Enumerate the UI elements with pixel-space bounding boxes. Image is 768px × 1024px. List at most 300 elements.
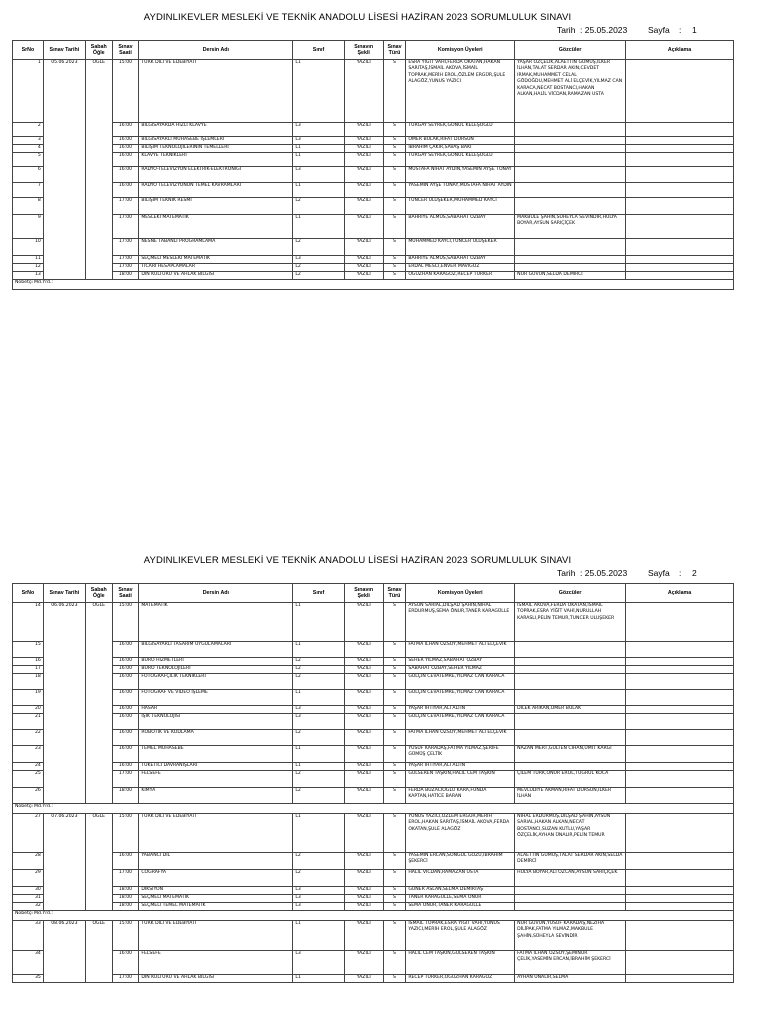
- course-name: TÜKETİCİ DAVRANIŞLARI: [139, 763, 293, 771]
- committee-members: RECEP TÜRKER,OĞUZHAN KARAGÖZ: [406, 975, 515, 983]
- table-row: [13, 153, 734, 167]
- proctors: [515, 690, 626, 706]
- exam-form: YAZILI: [344, 853, 383, 870]
- exam-time: 18:00: [112, 272, 139, 280]
- course-name: BİLGİSAYARLI TASARIM UYGULAMALARI: [139, 642, 293, 658]
- row-number: 2: [13, 123, 44, 137]
- exam-time: 16:00: [112, 642, 139, 658]
- course-name: HASAR: [139, 706, 293, 714]
- table-row: [13, 903, 734, 911]
- exam-type: S: [383, 887, 406, 895]
- exam-time: 16:00: [112, 763, 139, 771]
- row-number: 21: [13, 714, 44, 730]
- exam-date: 08.06.2023: [43, 921, 85, 983]
- exam-form-header-text: Şekli: [357, 593, 370, 599]
- date-header: [43, 41, 85, 60]
- proctors: [515, 730, 626, 746]
- class-header-text: Sınıf: [312, 47, 325, 53]
- exam-time: 16:00: [112, 167, 139, 183]
- class-level: L2: [293, 666, 344, 674]
- session-header: [85, 584, 112, 603]
- table-row: [13, 771, 734, 788]
- row-number: 32: [13, 903, 44, 911]
- exam-type: S: [383, 903, 406, 911]
- exam-form: YAZILI: [344, 215, 383, 239]
- exam-form: YAZILI: [344, 272, 383, 280]
- committee-members: TANER KARAGÜLLE,SEMA ÖNUR: [406, 895, 515, 903]
- exam-time: 16:00: [112, 746, 139, 763]
- exam-time: 17:00: [112, 264, 139, 272]
- row-number: 5: [13, 153, 44, 167]
- exam-time: 16:00: [112, 658, 139, 666]
- row-number: 22: [13, 730, 44, 746]
- class-header: [293, 584, 344, 603]
- session-value: ÖĞLE: [85, 921, 112, 983]
- exam-time: 17:00: [112, 215, 139, 239]
- exam-date: 06.06.2023: [43, 603, 85, 804]
- course-name: TÜRK DİLİ VE EDEBİYATI: [139, 814, 293, 853]
- proctors: [515, 256, 626, 264]
- exam-form: YAZILI: [344, 145, 383, 153]
- row-number: 6: [13, 167, 44, 183]
- exam-form: YAZILI: [344, 763, 383, 771]
- course-name: MESLEKİ MATEMATİK: [139, 215, 293, 239]
- exam-time: 16:00: [112, 674, 139, 690]
- course-name: FOTOĞRAF VE VİDEO İŞLEME: [139, 690, 293, 706]
- exam-time: 18:00: [112, 887, 139, 895]
- notes-cell: [626, 666, 734, 674]
- class-header-text: Sınıf: [312, 590, 325, 596]
- course-name: TİCARİ HESAPLAMALAR: [139, 264, 293, 272]
- page-number: 2: [692, 568, 697, 578]
- notes-cell: [626, 137, 734, 145]
- table-row: [13, 666, 734, 674]
- row-number: 35: [13, 975, 44, 983]
- row-number: 17: [13, 666, 44, 674]
- row-number: 3: [13, 137, 44, 145]
- course-name: SEÇMELİ MATEMATİK: [139, 895, 293, 903]
- exam-time: 16:00: [112, 853, 139, 870]
- row-number: 31: [13, 895, 44, 903]
- exam-form-header: [344, 41, 383, 60]
- exam-form: YAZILI: [344, 895, 383, 903]
- exam-time: 16:00: [112, 145, 139, 153]
- date-label: Tarih: [557, 25, 576, 35]
- proctors: [515, 674, 626, 690]
- course-name: RADYO-TELEVİZYON ELEKTRİK-ELEKTRONİĞİ: [139, 167, 293, 183]
- class-level: L1: [293, 975, 344, 983]
- date-value: : 25.05.2023: [580, 568, 628, 578]
- exam-type-header-text: Sınav: [387, 587, 402, 593]
- table-row: [13, 658, 734, 666]
- notes-cell: [626, 198, 734, 215]
- committee-members: TURGAY SEYREK,GÖNÜL KELEŞOĞLU: [406, 153, 515, 167]
- exam-time: 18:00: [112, 895, 139, 903]
- row-number: 25: [13, 771, 44, 788]
- row-number: 33: [13, 921, 44, 951]
- exam-form: YAZILI: [344, 60, 383, 123]
- date-header: [43, 584, 85, 603]
- proctors: [515, 714, 626, 730]
- course-name: FOTOĞRAFÇILIK TEKNİKLERİ: [139, 674, 293, 690]
- notes-cell: [626, 763, 734, 771]
- committee-members: HALİL CEM TAŞKIN,GÜLSEREN TAŞKIN: [406, 951, 515, 975]
- exam-form: YAZILI: [344, 887, 383, 895]
- exam-time: 17:00: [112, 198, 139, 215]
- exam-form: YAZILI: [344, 870, 383, 887]
- class-level: L2: [293, 264, 344, 272]
- table-row: [13, 60, 734, 123]
- table-row: [13, 264, 734, 272]
- proctors: AYHAN ÜNALIR,SELMA: [515, 975, 626, 983]
- duty-deputy-label: Nöbetçi Md.Yrd.:: [13, 280, 734, 290]
- exam-form: YAZILI: [344, 814, 383, 853]
- exam-form: YAZILI: [344, 153, 383, 167]
- proctors: [515, 198, 626, 215]
- exam-type-header-text: Türü: [388, 50, 401, 56]
- proctors: [515, 239, 626, 256]
- exam-time: 17:00: [112, 239, 139, 256]
- exam-time: 16:00: [112, 730, 139, 746]
- time-header-text: Sınav: [118, 44, 133, 50]
- exam-type: S: [383, 137, 406, 145]
- exam-type: S: [383, 167, 406, 183]
- exam-form: YAZILI: [344, 951, 383, 975]
- committee-members: MUHAMMED KAYCI,TUNCER ULUŞEKER: [406, 239, 515, 256]
- exam-type: S: [383, 183, 406, 198]
- row-number: 8: [13, 198, 44, 215]
- proctors: DİLEK ARIKAN,ÖMER BULAK: [515, 706, 626, 714]
- notes-cell: [626, 153, 734, 167]
- committee-members: BAHRİYE ALMUS,SABAHAT ÖZBAY: [406, 215, 515, 239]
- committee-members: MUSTAFA NİHAT AYDIN,YASEMİN AYŞE TONAY: [406, 167, 515, 183]
- proctors-header: [515, 584, 626, 603]
- time-header-text: Saati: [119, 593, 132, 599]
- session-header-text: Öğle: [92, 593, 105, 599]
- class-level: L1: [293, 145, 344, 153]
- committee-members: SEMA ÖNUR,TANER KARAGÜLLE: [406, 903, 515, 911]
- srno-header-text: SrNo: [21, 47, 35, 53]
- page-separator: :: [679, 25, 682, 35]
- notes-cell: [626, 921, 734, 951]
- exam-type: S: [383, 853, 406, 870]
- notes-cell: [626, 951, 734, 975]
- class-level: L3: [293, 167, 344, 183]
- exam-time: 16:00: [112, 123, 139, 137]
- proctors: İSMAİL AKOVA,FERDA OKATAN,İSMAİL TOPRAK,ESRA YİĞİT VAHİ,NURULLAH KARASLI,PELİN TEMUR,TUNCER ULUŞEKER: [515, 603, 626, 642]
- committee-members: YAŞAR İHTİYAR,ALİ ALTIN: [406, 706, 515, 714]
- exam-form: YAZILI: [344, 137, 383, 145]
- exam-type: S: [383, 870, 406, 887]
- exam-form: YAZILI: [344, 264, 383, 272]
- course-name: BÜRO TEKNOLOJİLERİ: [139, 666, 293, 674]
- notes-cell: [626, 746, 734, 763]
- course-name: TÜRK DİLİ VE EDEBİYATI: [139, 60, 293, 123]
- row-number: 23: [13, 746, 44, 763]
- exam-type: S: [383, 921, 406, 951]
- proctors: MAKBULE ŞAHİN,SÜHEYLA SEVİNDİR,HÜLYA BOYAR,AYSUN SARIÇİÇEK: [515, 215, 626, 239]
- notes-header-text: Açıklama: [667, 590, 692, 596]
- notes-cell: [626, 145, 734, 153]
- row-number: 18: [13, 674, 44, 690]
- row-number: 14: [13, 603, 44, 642]
- course-name: BİLİŞİM TEKNOLOJİLERİNİN TEMELLERİ: [139, 145, 293, 153]
- exam-type: S: [383, 975, 406, 983]
- page-number: 1: [692, 25, 697, 35]
- exam-time: 16:00: [112, 706, 139, 714]
- session-value: ÖĞLE: [85, 603, 112, 804]
- exam-form: YAZILI: [344, 642, 383, 658]
- exam-type: S: [383, 788, 406, 804]
- exam-time: 16:00: [112, 951, 139, 975]
- course-name: MATEMATİK: [139, 603, 293, 642]
- committee-members: YUNUS YAZICI,ÖZLEM ERGÜR,MERİH EROL,HAKAN SARITAŞ,İSMAİL AKOVA,FERDA OKATAN,ŞULE ALAGÖZ: [406, 814, 515, 853]
- proctors-header: [515, 41, 626, 60]
- row-number: 4: [13, 145, 44, 153]
- notes-cell: [626, 603, 734, 642]
- exam-time: 15:00: [112, 603, 139, 642]
- class-level: L1: [293, 603, 344, 642]
- exam-time: 16:00: [112, 153, 139, 167]
- notes-header-text: Açıklama: [667, 47, 692, 53]
- proctors: NİHAL ERDURMUŞ,DİLŞAD ŞAHİN,AYSUN SARIAL,HAKAN ALKAN,NECAT BOSTANCI,SUZAN KUTLU,YAŞAR ÖZÇELİK,AYHAN ÜNALIR,PELİN TEMUR: [515, 814, 626, 853]
- notes-cell: [626, 706, 734, 714]
- session-value: ÖĞLE: [85, 60, 112, 280]
- committee-members: GÜLÇİN CEVATEMRE,YILMAZ CAN KARACA: [406, 690, 515, 706]
- table-row: [13, 137, 734, 145]
- exam-type: S: [383, 895, 406, 903]
- notes-cell: [626, 730, 734, 746]
- exam-time: 16:00: [112, 183, 139, 198]
- srno-header: [13, 584, 44, 603]
- exam-type: S: [383, 272, 406, 280]
- course-name: YABANCI DİL: [139, 853, 293, 870]
- notes-cell: [626, 167, 734, 183]
- table-row: [13, 215, 734, 239]
- notes-cell: [626, 814, 734, 853]
- exam-type-header: [383, 584, 406, 603]
- course-name: BİLİŞİM TEKNİK RESMİ: [139, 198, 293, 215]
- notes-header: [626, 41, 734, 60]
- class-level: L2: [293, 198, 344, 215]
- row-number: 30: [13, 887, 44, 895]
- table-row: [13, 123, 734, 137]
- class-level: L3: [293, 123, 344, 137]
- proctors: NAZAN MERT,GÜLTEN CİHAN,ÜMİT KARGI: [515, 746, 626, 763]
- committee-members: GÜNER ASLAN,SELMA DEMİRTAŞ: [406, 887, 515, 895]
- exam-form-header: [344, 584, 383, 603]
- notes-cell: [626, 272, 734, 280]
- class-level: L2: [293, 272, 344, 280]
- committee-members: YASEMİN AYŞE TONAY,MUSTAFA NİHAT AYDIN: [406, 183, 515, 198]
- exam-type: S: [383, 642, 406, 658]
- notes-cell: [626, 895, 734, 903]
- proctors: [515, 137, 626, 145]
- class-level: L1: [293, 746, 344, 763]
- committee-members: GÜLÇİN CEVATEMRE,YILMAZ CAN KARACA: [406, 674, 515, 690]
- committee-members: YASEMİN ERCAN,SONGÜL GÖZÜ,İBRAHİM ŞEKERCİ: [406, 853, 515, 870]
- exam-type: S: [383, 658, 406, 666]
- class-level: L3: [293, 903, 344, 911]
- committee-members: GÜLÇİN CEVATEMRE,YILMAZ CAN KARACA: [406, 714, 515, 730]
- table-row: [13, 951, 734, 975]
- proctors: [515, 167, 626, 183]
- exam-type: S: [383, 951, 406, 975]
- proctors: YAŞAR ÖZÇELİK,ALAETTİN GÜMÜŞ,İLKER İLHAN,TALAT SERDAR AKIN,CEVDET IRMAK,MUHAMMET CELAL GÖDOĞDU,MEHMET ALİ ELÇEVİK,YILMAZ CAN KARACA,NECAT BOSTANCI,HAKAN ALKAN,HALİL VİCDAN,RAMAZAN USTA: [515, 60, 626, 123]
- notes-cell: [626, 714, 734, 730]
- class-level: L1: [293, 153, 344, 167]
- proctors: [515, 145, 626, 153]
- exam-type: S: [383, 239, 406, 256]
- table-row: [13, 921, 734, 951]
- committee-members: FERDA BUZACIOĞLU KARA,FUNDA KAPTAN,HATİCE BARAN: [406, 788, 515, 804]
- class-level: L1: [293, 642, 344, 658]
- row-number: 12: [13, 264, 44, 272]
- committee-members: SABAHAT ÖZBAY,SEHER YILMAZ: [406, 666, 515, 674]
- table-row: [13, 814, 734, 853]
- exam-type: S: [383, 215, 406, 239]
- notes-cell: [626, 887, 734, 895]
- row-number: 19: [13, 690, 44, 706]
- table-row: [13, 706, 734, 714]
- exam-type: S: [383, 603, 406, 642]
- committee-header-text: Komisyon Üyeleri: [437, 47, 483, 53]
- table-row: [13, 239, 734, 256]
- exam-form: YAZILI: [344, 714, 383, 730]
- row-number: 34: [13, 951, 44, 975]
- committee-members: AYSUN SARIAL,DİLŞAD ŞAHİN,NİHAL ERDURMUŞ,SEMA ÖNUR,TANER KARAGÜLLE: [406, 603, 515, 642]
- exam-time: 17:00: [112, 256, 139, 264]
- session-header: [85, 41, 112, 60]
- page-separator: :: [679, 568, 682, 578]
- exam-type: S: [383, 60, 406, 123]
- notes-cell: [626, 215, 734, 239]
- exam-schedule-table: [12, 583, 734, 983]
- exam-time: 15:00: [112, 921, 139, 951]
- time-header-text: Saati: [119, 50, 132, 56]
- exam-form: YAZILI: [344, 730, 383, 746]
- class-level: L2: [293, 771, 344, 788]
- row-number: 15: [13, 642, 44, 658]
- proctors: [515, 763, 626, 771]
- row-number: 13: [13, 272, 44, 280]
- committee-members: İSMAİL TOPRAK,ESRA YİĞİT VAHİ,YUNUS YAZICI,MERİH EROL,ŞULE ALAGÖZ: [406, 921, 515, 951]
- table-row: [13, 887, 734, 895]
- row-number: 1: [13, 60, 44, 123]
- exam-type: S: [383, 706, 406, 714]
- course-header: [139, 41, 293, 60]
- course-name: SEÇMELİ TEMEL MATEMATİK: [139, 903, 293, 911]
- table-row: [13, 788, 734, 804]
- course-name: ROBOTİK VE KODLAMA: [139, 730, 293, 746]
- course-name: NESNE TABANLI PROGRAMLAMA: [139, 239, 293, 256]
- time-header: [112, 584, 139, 603]
- course-name: BİLGİSAYARDA HIZLI KLAVYE: [139, 123, 293, 137]
- date-label: Tarih: [557, 568, 576, 578]
- header-row: [13, 41, 734, 60]
- exam-type: S: [383, 714, 406, 730]
- exam-time: 16:00: [112, 137, 139, 145]
- course-name: BÜRO HİZMETLERİ: [139, 658, 293, 666]
- committee-members: GÜLSEREN TAŞKIN,HALİL CEM TAŞKIN: [406, 771, 515, 788]
- exam-schedule-table: [12, 40, 734, 290]
- course-name: BİLGİSAYARLI MUHASEBE İŞLEMLERİ: [139, 137, 293, 145]
- exam-form: YAZILI: [344, 198, 383, 215]
- committee-members: FATMA İLHAN ÖZSOY,MEHMET ALİ ELÇEVİK: [406, 730, 515, 746]
- row-number: 27: [13, 814, 44, 853]
- exam-form: YAZILI: [344, 256, 383, 264]
- exam-form: YAZILI: [344, 975, 383, 983]
- exam-time: 16:00: [112, 666, 139, 674]
- committee-members: İBRAHİM ÇAKIR,SAVAŞ BAKI: [406, 145, 515, 153]
- proctors: [515, 183, 626, 198]
- course-name: KİMYA: [139, 788, 293, 804]
- exam-date: 05.06.2023: [43, 60, 85, 280]
- committee-members: HALİL VİCDAN,RAMAZAN USTA: [406, 870, 515, 887]
- exam-form: YAZILI: [344, 746, 383, 763]
- notes-cell: [626, 183, 734, 198]
- exam-type: S: [383, 763, 406, 771]
- proctors: [515, 895, 626, 903]
- proctors-header-text: Gözcüler: [558, 47, 582, 53]
- table-row: [13, 895, 734, 903]
- row-number: 16: [13, 658, 44, 666]
- committee-members: ERDAL MESCİ,ENVER MAVİGÖZ: [406, 264, 515, 272]
- notes-cell: [626, 239, 734, 256]
- exam-form: YAZILI: [344, 903, 383, 911]
- table-row: [13, 198, 734, 215]
- class-level: L2: [293, 870, 344, 887]
- exam-form: YAZILI: [344, 603, 383, 642]
- class-level: L2: [293, 788, 344, 804]
- class-level: L2: [293, 658, 344, 666]
- notes-cell: [626, 256, 734, 264]
- exam-type: S: [383, 666, 406, 674]
- committee-members: SEHER YILMAZ,SABAHAT ÖZBAY: [406, 658, 515, 666]
- class-level: L1: [293, 763, 344, 771]
- notes-cell: [626, 264, 734, 272]
- table-row: [13, 690, 734, 706]
- class-level: L2: [293, 674, 344, 690]
- class-level: L3: [293, 137, 344, 145]
- exam-form: YAZILI: [344, 239, 383, 256]
- exam-form: YAZILI: [344, 658, 383, 666]
- exam-form-header-text: Sınavın: [354, 44, 374, 50]
- proctors: [515, 642, 626, 658]
- duty-deputy-label: Nöbetçi Md.Yrd.:: [13, 804, 734, 814]
- proctors: NUR GÜVÜN,SELDA DEMİRCİ: [515, 272, 626, 280]
- class-level: L3: [293, 714, 344, 730]
- committee-members: BAHRİYE ALMUS,SABAHAT ÖZBAY: [406, 256, 515, 264]
- date-value: : 25.05.2023: [580, 25, 628, 35]
- exam-type: S: [383, 690, 406, 706]
- duty-row: [13, 804, 734, 814]
- date-header-text: Sınav Tarihi: [49, 590, 80, 596]
- exam-form: YAZILI: [344, 123, 383, 137]
- course-name: DİKSİYON: [139, 887, 293, 895]
- time-header: [112, 41, 139, 60]
- page-label: Sayfa: [648, 25, 670, 35]
- exam-type-header-text: Türü: [388, 593, 401, 599]
- srno-header: [13, 41, 44, 60]
- notes-cell: [626, 903, 734, 911]
- notes-cell: [626, 870, 734, 887]
- proctors: HÜLYA BOYAR,ALİ ÖZCAN,AYSUN SARIÇİÇEK: [515, 870, 626, 887]
- course-name: FELSEFE: [139, 771, 293, 788]
- duty-row: [13, 280, 734, 290]
- exam-time: 17:00: [112, 771, 139, 788]
- exam-type: S: [383, 153, 406, 167]
